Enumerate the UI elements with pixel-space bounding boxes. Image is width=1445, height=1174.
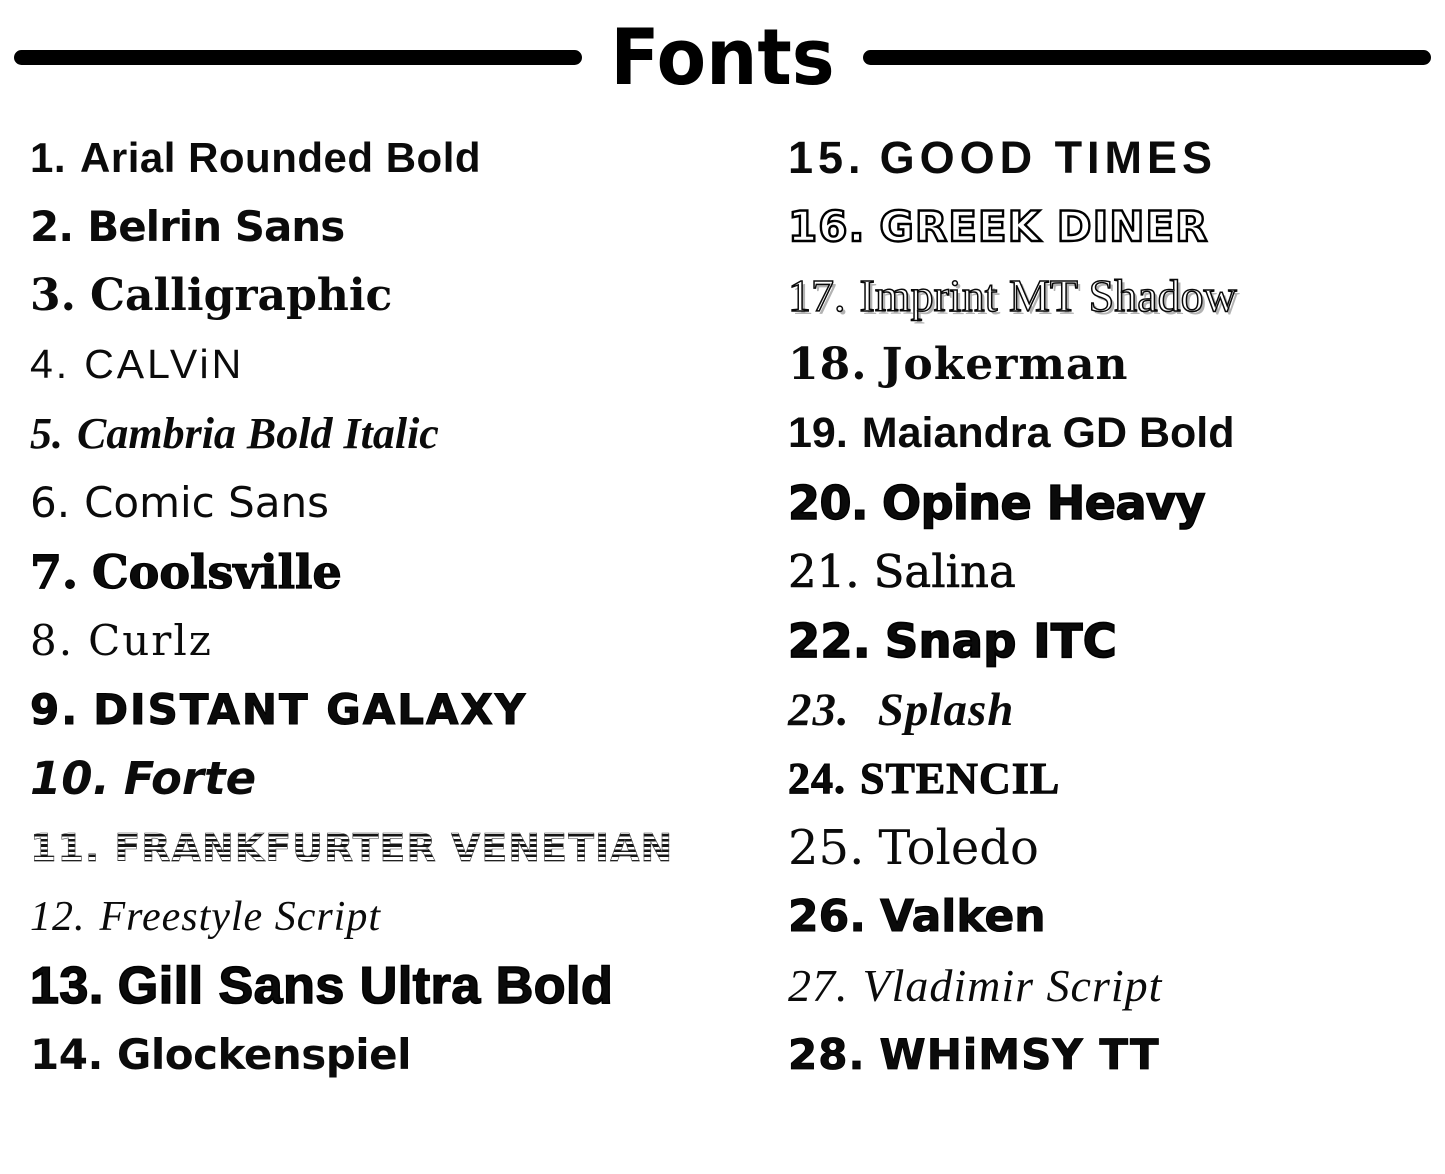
font-number: 27. — [788, 960, 849, 1011]
font-list-item — [30, 813, 722, 882]
font-number: 18. — [788, 339, 868, 390]
font-number: 10. — [30, 752, 110, 805]
font-number: 16. — [788, 202, 866, 251]
font-name: Comic Sans — [84, 478, 330, 527]
font-name: Forte — [123, 752, 257, 805]
font-list-item — [30, 261, 722, 330]
font-list-item — [788, 399, 1444, 468]
font-list-item — [30, 330, 722, 399]
font-list-item — [788, 744, 1444, 813]
font-name: Jokerman — [881, 339, 1129, 390]
font-column-left — [0, 123, 722, 1089]
font-list-item — [30, 468, 722, 537]
font-name: Salina — [873, 545, 1016, 598]
font-name: Curlz — [88, 616, 213, 665]
font-list — [0, 114, 1445, 1089]
font-number: 22. — [788, 613, 871, 668]
font-list-item — [30, 123, 722, 192]
font-name: Gill Sans Ultra Bold — [117, 956, 614, 1015]
font-name: Freestyle Script — [99, 893, 382, 940]
font-number: 7. — [30, 544, 79, 599]
font-list-item — [30, 882, 722, 951]
font-name: Belrin Sans — [87, 202, 345, 251]
font-number: 6. — [30, 478, 71, 527]
font-list-item — [30, 537, 722, 606]
font-list-item — [788, 951, 1444, 1020]
font-list-item — [788, 675, 1444, 744]
font-number: 13. — [30, 956, 104, 1015]
font-number: 5. — [30, 409, 63, 458]
font-number: 15. — [788, 131, 866, 183]
font-name: Splash — [877, 683, 1015, 736]
font-name: Coolsville — [92, 544, 342, 599]
font-list-item — [30, 1020, 722, 1089]
font-name: Glockenspiel — [116, 1030, 412, 1079]
font-name: GREEK DINER — [879, 202, 1209, 251]
font-number: 23. — [788, 683, 850, 736]
font-name: Cambria Bold Italic — [77, 409, 439, 458]
font-number: 26. — [788, 891, 866, 942]
page-header — [0, 0, 1445, 114]
font-list-item — [788, 123, 1444, 192]
font-list-item — [30, 399, 722, 468]
font-list-item — [30, 675, 722, 744]
font-number: 4. — [30, 341, 71, 387]
font-number: 11. — [30, 825, 101, 870]
font-number: 19. — [788, 409, 848, 457]
font-number: 14. — [30, 1030, 103, 1079]
header-rule-left — [14, 50, 582, 65]
font-name: STENCIL — [860, 754, 1061, 803]
font-list-item — [788, 882, 1444, 951]
font-list-item — [788, 261, 1444, 330]
font-number: 20. — [788, 475, 868, 530]
font-name: Calligraphic — [89, 270, 393, 321]
font-name: CALViN — [84, 341, 245, 387]
header-rule-right — [863, 50, 1431, 65]
font-name: Toledo — [878, 819, 1039, 876]
font-name: DISTANT GALAXY — [93, 685, 528, 734]
font-name: WHiMSY TT — [879, 1030, 1160, 1079]
font-column-right — [722, 123, 1444, 1089]
font-number: 17. — [788, 270, 846, 321]
font-number: 3. — [30, 270, 76, 321]
font-number: 28. — [788, 1030, 866, 1079]
font-number: 25. — [788, 819, 865, 876]
font-name: Valken — [879, 891, 1046, 942]
font-list-item — [788, 606, 1444, 675]
font-list-item — [788, 192, 1444, 261]
font-number: 24. — [788, 754, 846, 803]
font-number: 9. — [30, 685, 80, 734]
font-name: FRANKFURTER VENETIAN — [114, 825, 674, 870]
font-name: GOOD TIMES — [879, 131, 1218, 183]
font-list-item — [788, 1020, 1444, 1089]
font-name: Maiandra GD Bold — [861, 409, 1235, 457]
font-name: Vladimir Script — [862, 960, 1163, 1011]
font-number: 8. — [30, 616, 75, 665]
page-title: Fonts — [610, 11, 835, 103]
font-name: Imprint MT Shadow — [859, 270, 1237, 321]
font-name: Opine Heavy — [882, 475, 1205, 530]
font-list-item — [788, 330, 1444, 399]
font-number: 1. — [30, 133, 67, 181]
font-list-item — [30, 606, 722, 675]
font-number: 21. — [788, 545, 860, 598]
font-list-item — [30, 744, 722, 813]
font-number: 2. — [30, 202, 74, 251]
font-name: Arial Rounded Bold — [80, 133, 482, 181]
font-list-item — [30, 951, 722, 1020]
font-list-item — [788, 468, 1444, 537]
font-list-item — [788, 537, 1444, 606]
font-number: 12. — [30, 893, 86, 940]
font-name: Snap ITC — [885, 613, 1118, 668]
font-list-item — [788, 813, 1444, 882]
font-list-item — [30, 192, 722, 261]
